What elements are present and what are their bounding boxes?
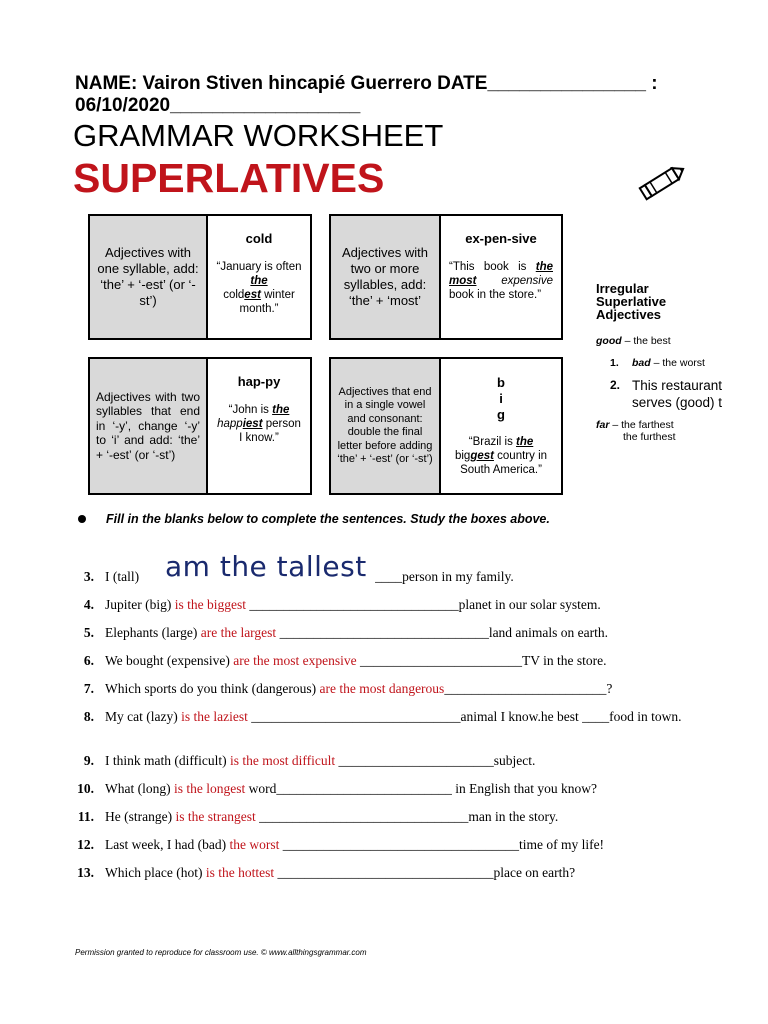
example-text: “Brazil is: [468, 436, 517, 448]
question-number: 10.: [77, 781, 94, 796]
irregular-adjectives-panel: [596, 282, 768, 443]
question-blank[interactable]: word__________________________ in English that you know?: [245, 781, 597, 796]
question-6: [60, 653, 720, 669]
question-answer: the worst: [229, 837, 280, 852]
instruction-text: Fill in the blanks below to complete the sentences. Study the boxes above.: [106, 512, 550, 526]
example-text: book in the store.”: [449, 289, 542, 301]
question-number: 13.: [77, 865, 94, 880]
question-blank[interactable]: ________________________________place on earth?: [274, 865, 576, 880]
question-number: 9.: [83, 753, 94, 768]
question-prompt: I (tall): [105, 569, 140, 584]
rule-text: Adjectives with two syllables that end in ‘-y’, change ‘-y’ to ‘i’ and add: ‘the’ + ‘-est’ (or ‘-st’): [90, 359, 208, 493]
question-blank[interactable]: ________________________TV in the store.: [356, 653, 607, 668]
example-text: cold: [223, 289, 245, 301]
example-text: country in South America.”: [460, 450, 548, 476]
irregular-item-2: [596, 377, 768, 411]
example-italic: happ: [217, 418, 243, 430]
example-word: hap-py: [237, 374, 281, 389]
example-word: ex-pen-sive: [465, 231, 537, 246]
rule-box-ends-in-y: [88, 357, 312, 495]
question-answer: are the most dangerous: [319, 681, 445, 696]
irregular-heading-2: Superlative: [596, 294, 667, 309]
question-prompt: My cat (lazy): [105, 709, 182, 724]
question-blank[interactable]: _______________________subject.: [335, 753, 536, 768]
example-emphasis: most: [449, 275, 477, 287]
example-word: [449, 375, 553, 423]
question-number: 8.: [83, 709, 94, 724]
example-emphasis: the: [535, 261, 553, 273]
example-emphasis: the: [516, 436, 534, 448]
example-emphasis: gest: [470, 450, 494, 462]
question-answer: is the laziest: [181, 709, 248, 724]
instructions: [78, 512, 550, 526]
question-blank[interactable]: _______________________________land animals on earth.: [276, 625, 609, 640]
question-number: 11.: [77, 809, 94, 824]
question-prompt: What (long): [105, 781, 174, 796]
question-number: 6.: [83, 653, 94, 668]
example-text: “January is often: [216, 261, 302, 273]
example-italic: expensive: [476, 275, 553, 287]
question-10: [60, 781, 720, 797]
example-letter: g: [497, 407, 505, 422]
rule-box-double-consonant: [329, 357, 563, 495]
question-11: [60, 809, 720, 825]
question-prompt: I think math (difficult): [105, 753, 230, 768]
item-number: 2.: [610, 378, 621, 392]
irregular-word: bad: [632, 357, 651, 369]
irregular-form: – the worst: [650, 357, 705, 369]
name-date-line: NAME: Vairon Stiven hincapié Guerrero DATE_______________ : 06/10/2020__________________: [75, 73, 658, 116]
irregular-word: good: [596, 335, 622, 347]
question-answer: is the longest: [173, 781, 246, 796]
question-answer: is the hottest: [205, 865, 275, 880]
example-emphasis: est: [244, 289, 261, 301]
rule-example: [441, 359, 561, 493]
question-blank[interactable]: _______________________________animal I know.he best ____food in town.: [247, 709, 682, 724]
question-prompt: Which place (hot): [105, 865, 206, 880]
question-number: 12.: [77, 837, 94, 852]
rule-text: Adjectives with two or more syllables, add: ‘the’ + ‘most’: [331, 216, 441, 338]
rule-example: [208, 216, 310, 338]
question-prompt: We bought (expensive): [105, 653, 234, 668]
irregular-heading-3: Adjectives: [596, 307, 662, 322]
question-8: [60, 709, 720, 725]
question-3: [60, 569, 720, 585]
item-text: This restaurant: [632, 378, 723, 393]
example-emphasis: the: [250, 275, 268, 287]
question-answer: are the most expensive: [233, 653, 357, 668]
irregular-form: – the best: [621, 335, 671, 347]
worksheet-subtitle: SUPERLATIVES: [73, 155, 385, 201]
question-answer: is the biggest: [174, 597, 246, 612]
rule-box-two-or-more: [329, 214, 563, 340]
example-letter: i: [499, 391, 503, 406]
question-prompt: Jupiter (big): [105, 597, 175, 612]
question-number: 3.: [83, 569, 94, 584]
question-blank[interactable]: ___________________________________time of my life!: [279, 837, 605, 852]
question-12: [60, 837, 720, 853]
example-text: big: [454, 450, 471, 462]
question-answer: are the largest: [200, 625, 277, 640]
irregular-heading-1: Irregular: [596, 281, 649, 296]
item-text: serves (good) t: [632, 395, 723, 410]
irregular-item-1: [596, 357, 768, 369]
rule-example: [441, 216, 561, 338]
rule-text: Adjectives with one syllable, add: ‘the’ + ‘-est’ (or ‘-st’): [90, 216, 208, 338]
question-answer: is the most difficult: [229, 753, 336, 768]
question-prompt: He (strange): [105, 809, 176, 824]
question-blank[interactable]: ____person in my family.: [375, 569, 514, 584]
question-7: [60, 681, 720, 697]
example-text: winter month.”: [239, 289, 295, 315]
rule-example: [208, 359, 310, 493]
permission-footer: Permission granted to reproduce for classroom use. © www.allthingsgrammar.com: [75, 948, 367, 957]
rule-box-one-syllable: [88, 214, 312, 340]
question-blank[interactable]: _______________________________planet in our solar system.: [246, 597, 601, 612]
question-13: [60, 865, 720, 881]
question-5: [60, 625, 720, 641]
example-text: person I know.”: [239, 418, 301, 444]
item-number: 1.: [610, 357, 619, 369]
question-answer: is the strangest: [175, 809, 256, 824]
worksheet-title: GRAMMAR WORKSHEET: [73, 118, 444, 153]
question-number: 7.: [83, 681, 94, 696]
example-word: cold: [245, 231, 273, 246]
bullet-icon: [78, 515, 86, 523]
example-letter: b: [497, 375, 505, 390]
example-emphasis: iest: [242, 418, 263, 430]
question-number: 5.: [83, 625, 94, 640]
example-text: “John is: [228, 404, 273, 416]
question-prompt: Last week, I had (bad): [105, 837, 230, 852]
irregular-word: far: [596, 419, 610, 431]
pencil-icon: [636, 160, 690, 204]
example-text: “This book is: [449, 261, 536, 273]
question-blank[interactable]: ________________________?: [444, 681, 613, 696]
question-4: [60, 597, 720, 613]
example-emphasis: the: [272, 404, 290, 416]
question-number: 4.: [83, 597, 94, 612]
irregular-far-alt: the furthest: [623, 431, 676, 443]
question-prompt: Elephants (large): [105, 625, 201, 640]
question-9: [60, 753, 720, 769]
question-prompt: Which sports do you think (dangerous): [105, 681, 320, 696]
irregular-far: [596, 419, 768, 431]
question-blank[interactable]: _______________________________man in the story.: [255, 809, 559, 824]
irregular-good: [596, 335, 768, 347]
irregular-form: – the farthest: [609, 419, 674, 431]
rule-text: Adjectives that end in a single vowel and consonant: double the final letter before adding ‘the’ + ‘-est’ (or ‘-st’): [331, 359, 441, 493]
handwritten-answer: am the tallest: [165, 550, 367, 583]
